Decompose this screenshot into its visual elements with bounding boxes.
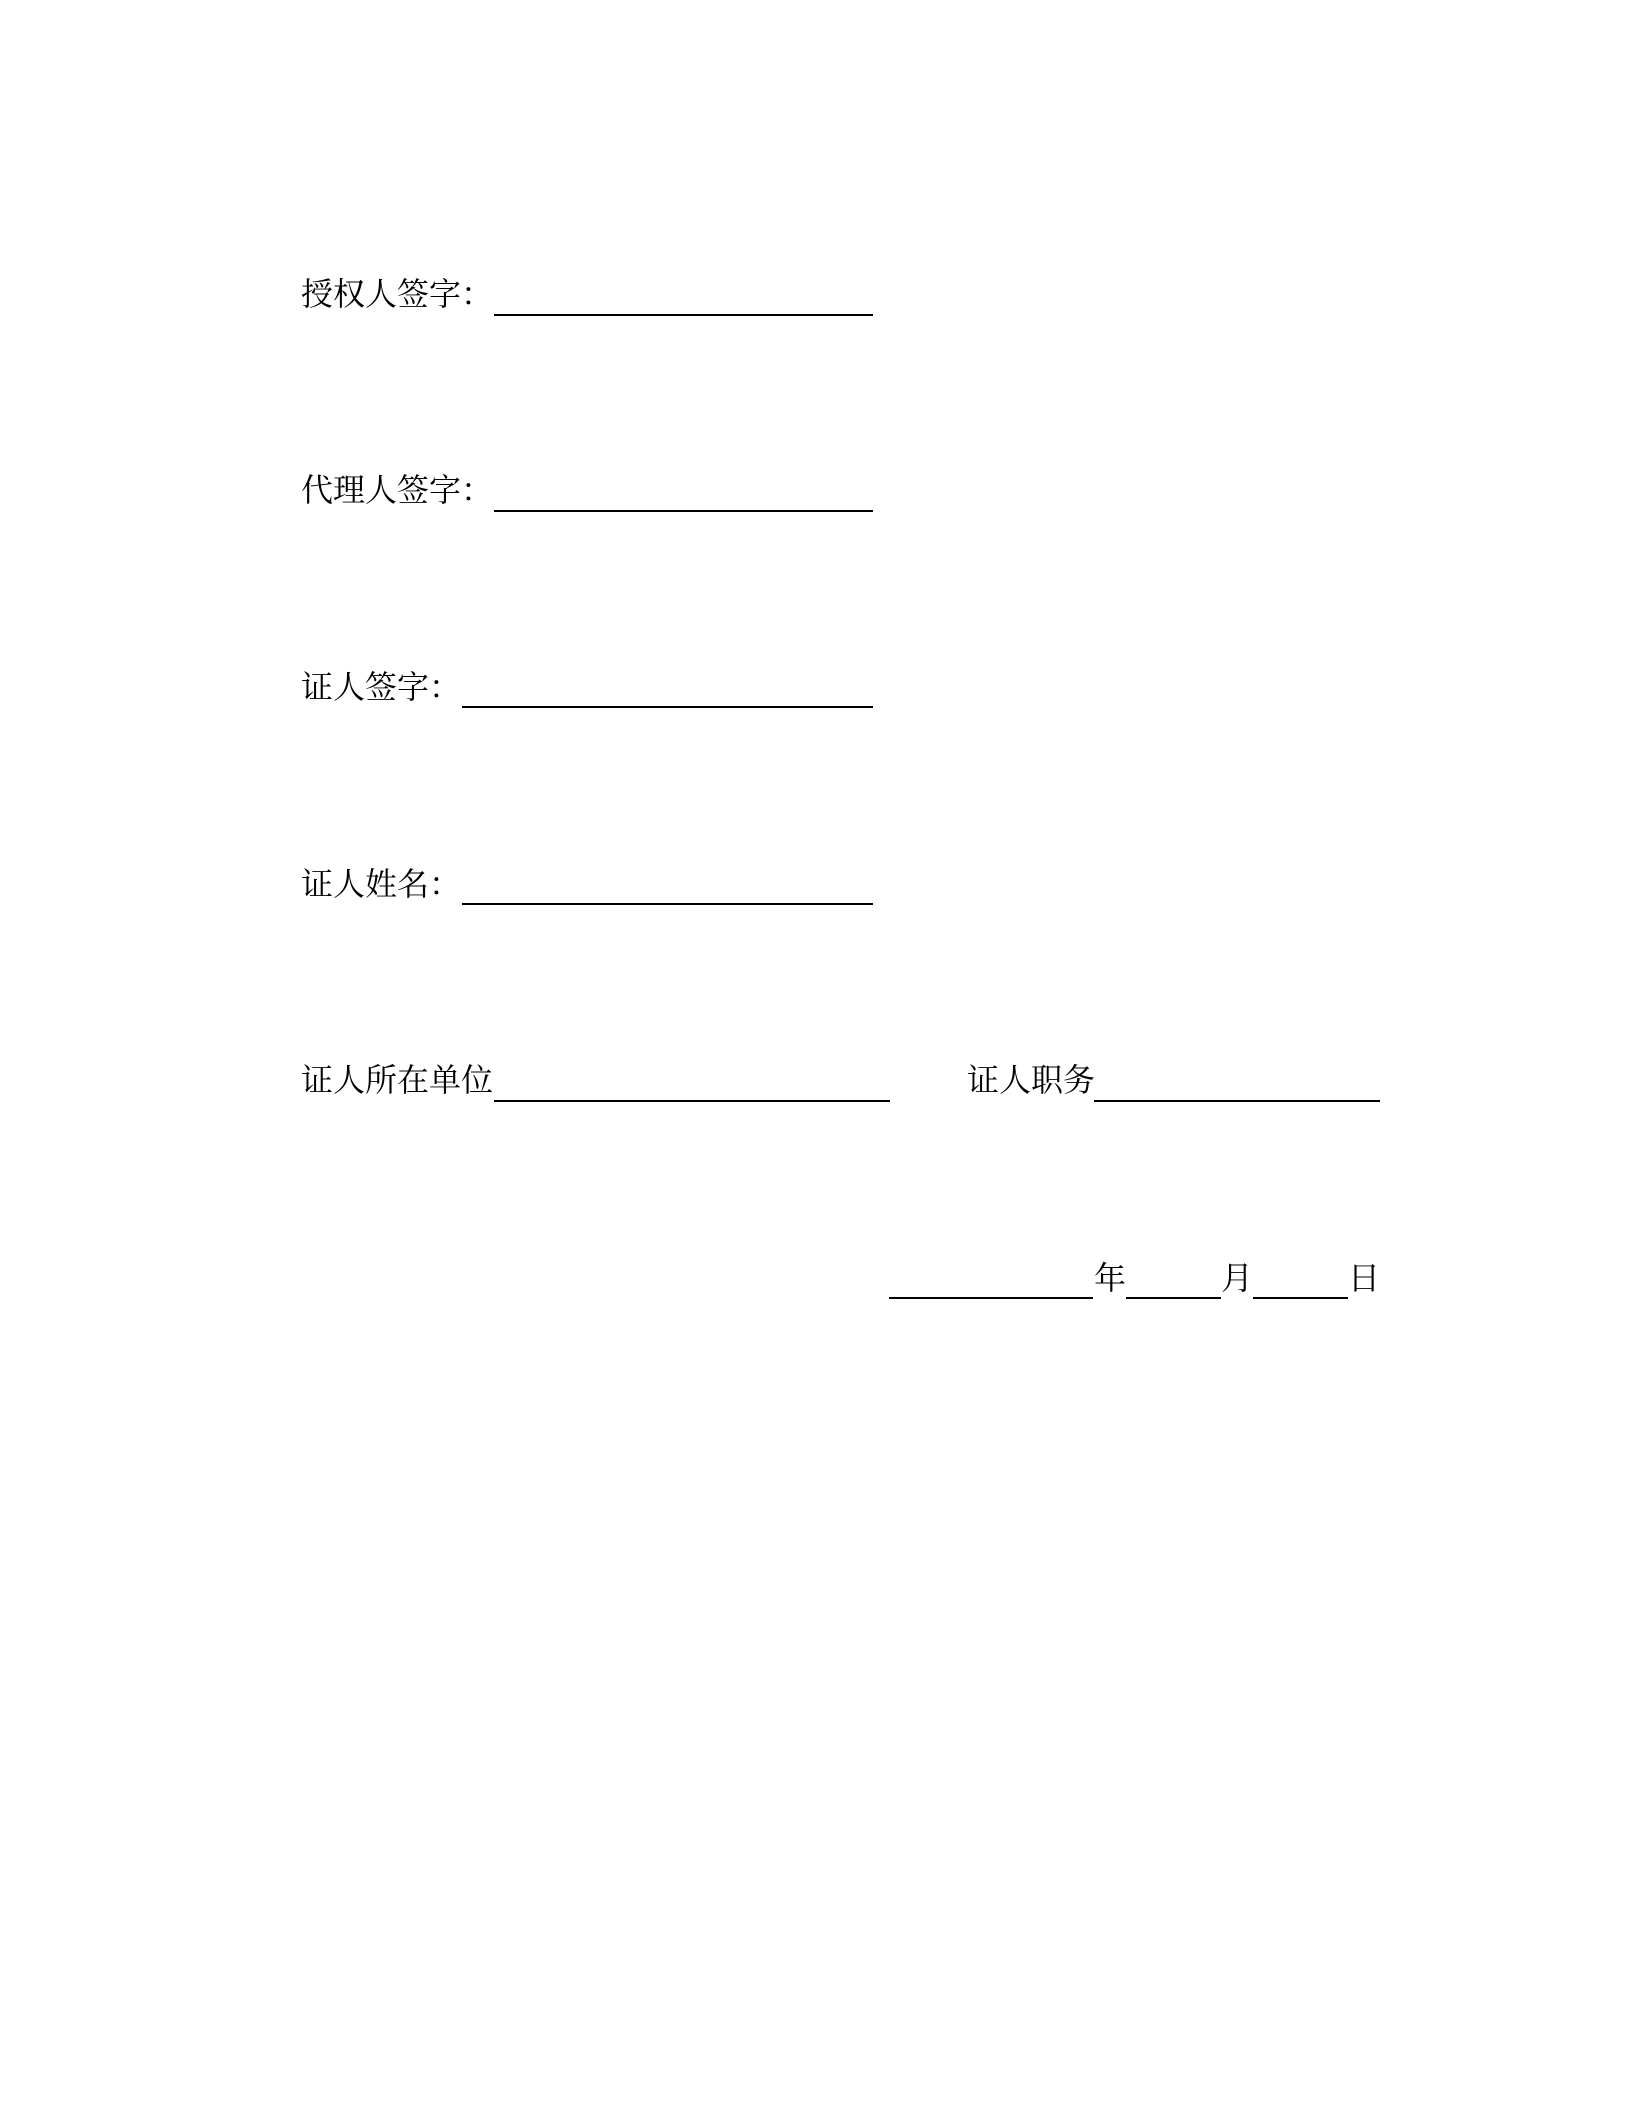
witness-position-line[interactable] [1094, 1100, 1380, 1102]
agent-signature-label: 代理人签字： [301, 471, 494, 509]
witness-name-label: 证人姓名： [301, 865, 462, 903]
month-line[interactable] [1126, 1297, 1221, 1299]
year-line[interactable] [889, 1297, 1093, 1299]
witness-employer-line[interactable] [494, 1100, 890, 1102]
witness-employer-label: 证人所在单位 [301, 1061, 494, 1099]
witness-position-label: 证人职务 [967, 1061, 1096, 1099]
authorizer-signature-line[interactable] [494, 314, 873, 316]
witness-name-line[interactable] [462, 903, 873, 905]
day-label: 日 [1348, 1259, 1381, 1297]
authorizer-signature-label: 授权人签字： [301, 275, 494, 313]
agent-signature-line[interactable] [494, 510, 873, 512]
year-label: 年 [1094, 1259, 1127, 1297]
witness-signature-label: 证人签字： [301, 668, 462, 706]
month-label: 月 [1221, 1259, 1254, 1297]
day-line[interactable] [1253, 1297, 1348, 1299]
witness-signature-line[interactable] [462, 706, 873, 708]
